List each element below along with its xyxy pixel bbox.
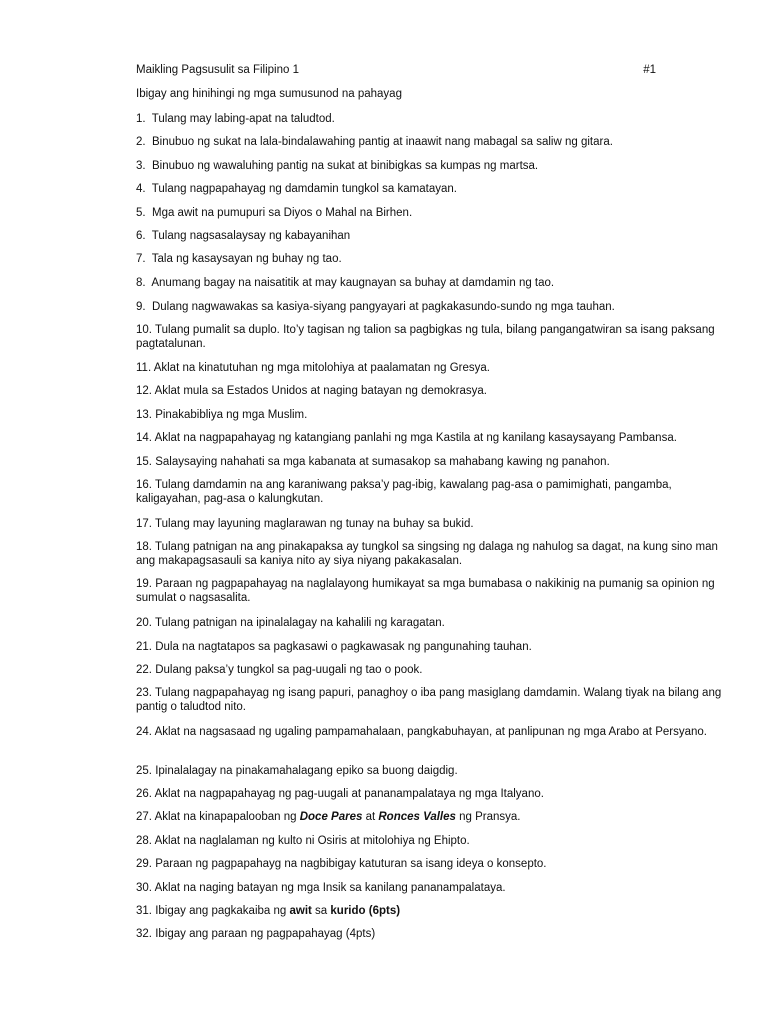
question-item: 9. Dulang nagwawakas sa kasiya-siyang pangyayari at pagkakasundo-sundo ng mga tauhan.	[136, 301, 615, 313]
question-item: 21. Dula na nagtatapos sa pagkasawi o pagkawasak ng pangunahing tauhan.	[136, 641, 532, 653]
question-item: 22. Dulang paksa’y tungkol sa pag-uugali ng tao o pook.	[136, 664, 423, 676]
question-item: 13. Pinakabibliya ng mga Muslim.	[136, 409, 308, 421]
question-item: 15. Salaysaying nahahati sa mga kabanata at sumasakop sa mahabang kawing ng panahon.	[136, 456, 610, 468]
question-item: 19. Paraan ng pagpapahayag na naglalayong humikayat sa mga bumabasa o nakikinig na pumanig sa opinion ng sumulat o nagsasalita.	[136, 578, 715, 604]
question-item: 2. Binubuo ng sukat na lala-bindalawahing pantig at inaawit nang mabagal sa saliw ng gitara.	[136, 136, 613, 148]
quiz-title: Maikling Pagsusulit sa Filipino 1	[136, 64, 299, 76]
question-item: 4. Tulang nagpapahayag ng damdamin tungkol sa kamatayan.	[136, 183, 457, 195]
question-item: 23. Tulang nagpapahayag ng isang papuri, panaghoy o iba pang masiglang damdamin. Walang tiyak na bilang ang pantig o taludtod nito.	[136, 687, 722, 713]
question-item: 12. Aklat mula sa Estados Unidos at naging batayan ng demokrasya.	[136, 385, 487, 397]
question-item: 24. Aklat na nagsasaad ng ugaling pampamahalaan, pangkabuhayan, at panlipunan ng mga Arabo at Persyano.	[136, 726, 707, 738]
quiz-number: #1	[643, 64, 656, 76]
question-item: 1. Tulang may labing-apat na taludtod.	[136, 113, 335, 125]
question-item: 16. Tulang damdamin na ang karaniwang paksa’y pag-ibig, kawalang pag-asa o pamimighati, pangamba, kaligayahan, pag-asa o kalungkutan.	[136, 479, 672, 505]
question-item: 5. Mga awit na pumupuri sa Diyos o Mahal na Birhen.	[136, 207, 413, 219]
question-item: 3. Binubuo ng wawaluhing pantig na sukat at binibigkas sa kumpas ng martsa.	[136, 160, 539, 172]
question-item: 8. Anumang bagay na naisatitik at may kaugnayan sa buhay at damdamin ng tao.	[136, 277, 555, 289]
question-item: 17. Tulang may layuning maglarawan ng tunay na buhay sa bukid.	[136, 518, 474, 530]
question-item: 10. Tulang pumalit sa duplo. Ito’y tagisan ng talion sa pagbigkas ng tula, bilang pangangatwiran sa isang paksang pagtatalunan.	[136, 324, 715, 350]
question-item: 7. Tala ng kasaysayan ng buhay ng tao.	[136, 253, 342, 265]
instruction-text: Ibigay ang hinihingi ng mga sumusunod na pahayag	[136, 88, 402, 100]
header	[136, 64, 656, 80]
question-item: 27. Aklat na kinapapalooban ng Doce Pares at Ronces Valles ng Pransya.	[136, 811, 521, 823]
question-item: 32. Ibigay ang paraan ng pagpapahayag (4pts)	[136, 928, 376, 940]
question-item: 18. Tulang patnigan na ang pinakapaksa ay tungkol sa singsing ng dalaga ng nahulog sa dagat, na kung sino man ang makapagsasauli sa kaniya nito ay siya niyang pakakasalan.	[136, 541, 718, 567]
question-item: 20. Tulang patnigan na ipinalalagay na kahalili ng karagatan.	[136, 617, 445, 629]
question-item: 28. Aklat na naglalaman ng kulto ni Osiris at mitolohiya ng Ehipto.	[136, 835, 470, 847]
question-item: 25. Ipinalalagay na pinakamahalagang epiko sa buong daigdig.	[136, 765, 458, 777]
question-item: 31. Ibigay ang pagkakaiba ng awit sa kurido (6pts)	[136, 905, 401, 917]
question-item: 14. Aklat na nagpapahayag ng katangiang panlahi ng mga Kastila at ng kanilang kasaysayang Pambansa.	[136, 432, 677, 444]
question-item: 29. Paraan ng pagpapahayg na nagbibigay katuturan sa isang ideya o konsepto.	[136, 858, 547, 870]
question-item: 26. Aklat na nagpapahayag ng pag-uugali at pananampalataya ng mga Italyano.	[136, 788, 544, 800]
question-item: 11. Aklat na kinatutuhan ng mga mitolohiya at paalamatan ng Gresya.	[136, 362, 490, 374]
question-item: 6. Tulang nagsasalaysay ng kabayanihan	[136, 230, 351, 242]
question-item: 30. Aklat na naging batayan ng mga Insik sa kanilang pananampalataya.	[136, 882, 506, 894]
